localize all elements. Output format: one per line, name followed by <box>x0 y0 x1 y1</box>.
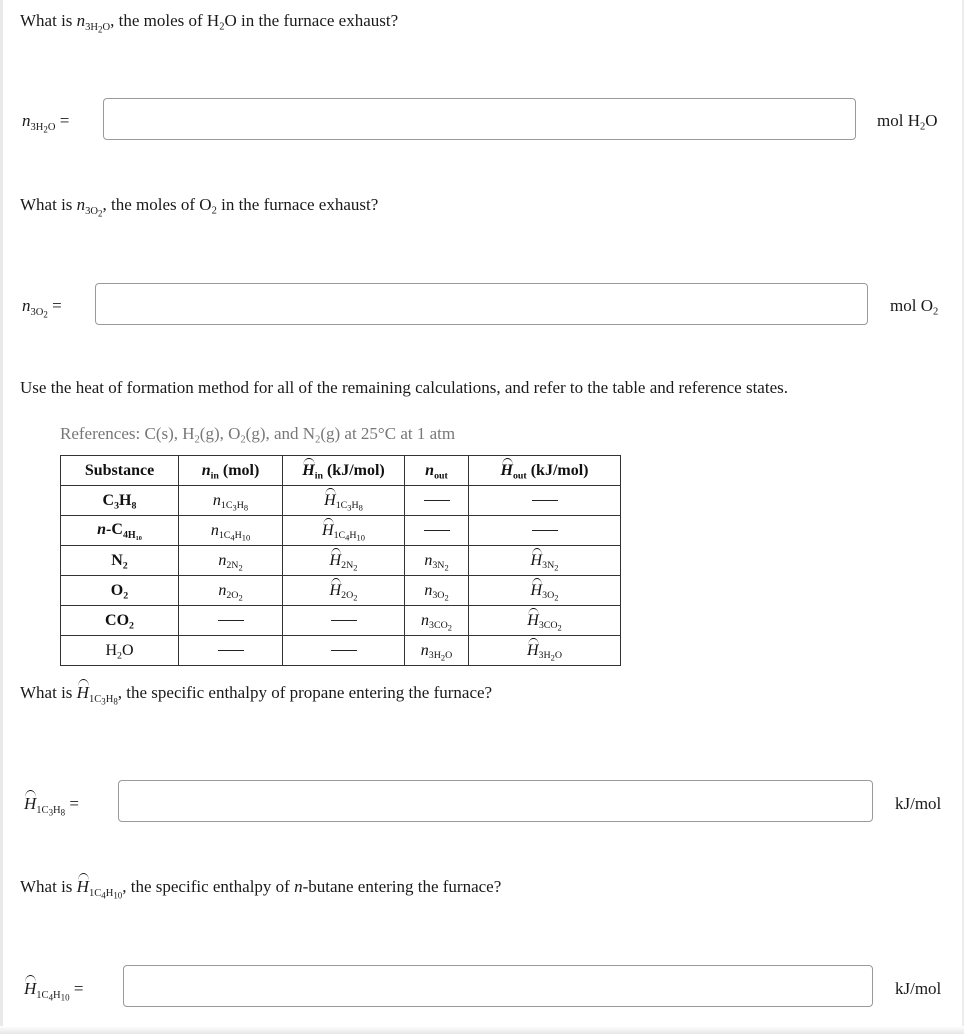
header-h-in: $H_{in}$ (kJ/mol) <box>283 456 405 486</box>
n-in-water <box>179 636 283 666</box>
enthalpy-reference-table <box>60 455 621 666</box>
h-out-water: $H_{3H_2O}$ <box>469 636 621 666</box>
question-2-unit: mol $O_2$ <box>890 296 939 318</box>
header-h-out: $H_{out}$ (kJ/mol) <box>469 456 621 486</box>
references-line: References: C(s), $H_2(g)$, $O_2(g)$, and $N_2(g)$ at 25°C at 1 atm <box>60 424 456 446</box>
substance-co2: $CO_2$ <box>61 606 179 636</box>
n-out-n-butane <box>405 516 469 546</box>
question-1-unit: mol $H_2O$ <box>877 111 938 133</box>
substance-n-butane: $n-C_{4H_{10}}$ <box>61 516 179 546</box>
header-n-in: $n_{in}$ (mol) <box>179 456 283 486</box>
table-row-nitrogen <box>61 546 621 576</box>
substance-water: $H_2O$ <box>61 636 179 666</box>
n-in-oxygen: $n_{2O_2}$ <box>179 576 283 606</box>
n-out-propane <box>405 486 469 516</box>
h1c3h8-answer-input[interactable] <box>118 780 873 822</box>
h-in-propane: $H_{1C_3H_8}$ <box>283 486 405 516</box>
h-in-co2 <box>283 606 405 636</box>
n-out-co2: $n_{3CO_2}$ <box>405 606 469 636</box>
question-4-lhs: $H_{1C_4H_{10}}$ = <box>24 979 84 1003</box>
table-row-co2 <box>61 606 621 636</box>
substance-nitrogen: $N_2$ <box>61 546 179 576</box>
h-in-nitrogen: $H_{2N_2}$ <box>283 546 405 576</box>
question-3-unit: kJ/mol <box>895 794 942 813</box>
question-2-text: What is $n_{3O_2}$, the moles of $O_2$ in the furnace exhaust? <box>20 195 379 219</box>
instruction-text: Use the heat of formation method for all of the remaining calculations, and refer to the table and reference states. <box>20 378 788 397</box>
n-in-propane: $n_{1C_3H_8}$ <box>179 486 283 516</box>
h-out-co2: $H_{3CO_2}$ <box>469 606 621 636</box>
n-out-water: $n_{3H_2O}$ <box>405 636 469 666</box>
n-in-co2 <box>179 606 283 636</box>
h-in-n-butane: $H_{1C_4H_{10}}$ <box>283 516 405 546</box>
header-substance: Substance <box>61 456 179 486</box>
substance-oxygen: $O_2$ <box>61 576 179 606</box>
h-out-oxygen: $H_{3O_2}$ <box>469 576 621 606</box>
h1c4h10-answer-input[interactable] <box>123 965 873 1007</box>
question-4-unit: kJ/mol <box>895 979 942 998</box>
header-n-out: $n_{out}$ <box>405 456 469 486</box>
n-out-oxygen: $n_{3O_2}$ <box>405 576 469 606</box>
question-4-text: What is $H_{1C_4H_{10}}$, the specific enthalpy of n-butane entering the furnace? <box>20 877 502 901</box>
question-3-text: What is $H_{1C_3H_8}$, the specific enthalpy of propane entering the furnace? <box>20 683 493 707</box>
n-out-nitrogen: $n_{3N_2}$ <box>405 546 469 576</box>
n-in-n-butane: $n_{1C_4H_{10}}$ <box>179 516 283 546</box>
left-frame-edge <box>0 0 3 1034</box>
bottom-frame-edge <box>0 1026 964 1034</box>
table-header-row <box>61 456 621 486</box>
h-out-n-butane <box>469 516 621 546</box>
table-row-n-butane <box>61 516 621 546</box>
table-row-water <box>61 636 621 666</box>
h-out-propane <box>469 486 621 516</box>
question-2-lhs: $n_{3O_2}$ = <box>22 296 62 320</box>
h-in-oxygen: $H_{2O_2}$ <box>283 576 405 606</box>
n3h2o-answer-input[interactable] <box>103 98 856 140</box>
question-1-text: What is $n_{3H_2O}$, the moles of $H_2O$ in the furnace exhaust? <box>20 11 399 35</box>
h-in-water <box>283 636 405 666</box>
h-out-nitrogen: $H_{3N_2}$ <box>469 546 621 576</box>
table-row-propane <box>61 486 621 516</box>
substance-propane: $C_3H_8$ <box>61 486 179 516</box>
question-1-lhs: $n_{3H_2O}$ = <box>22 111 70 135</box>
table-row-oxygen <box>61 576 621 606</box>
question-3-lhs: $H_{1C_3H_8}$ = <box>24 794 79 818</box>
n3o2-answer-input[interactable] <box>95 283 868 325</box>
n-in-nitrogen: $n_{2N_2}$ <box>179 546 283 576</box>
